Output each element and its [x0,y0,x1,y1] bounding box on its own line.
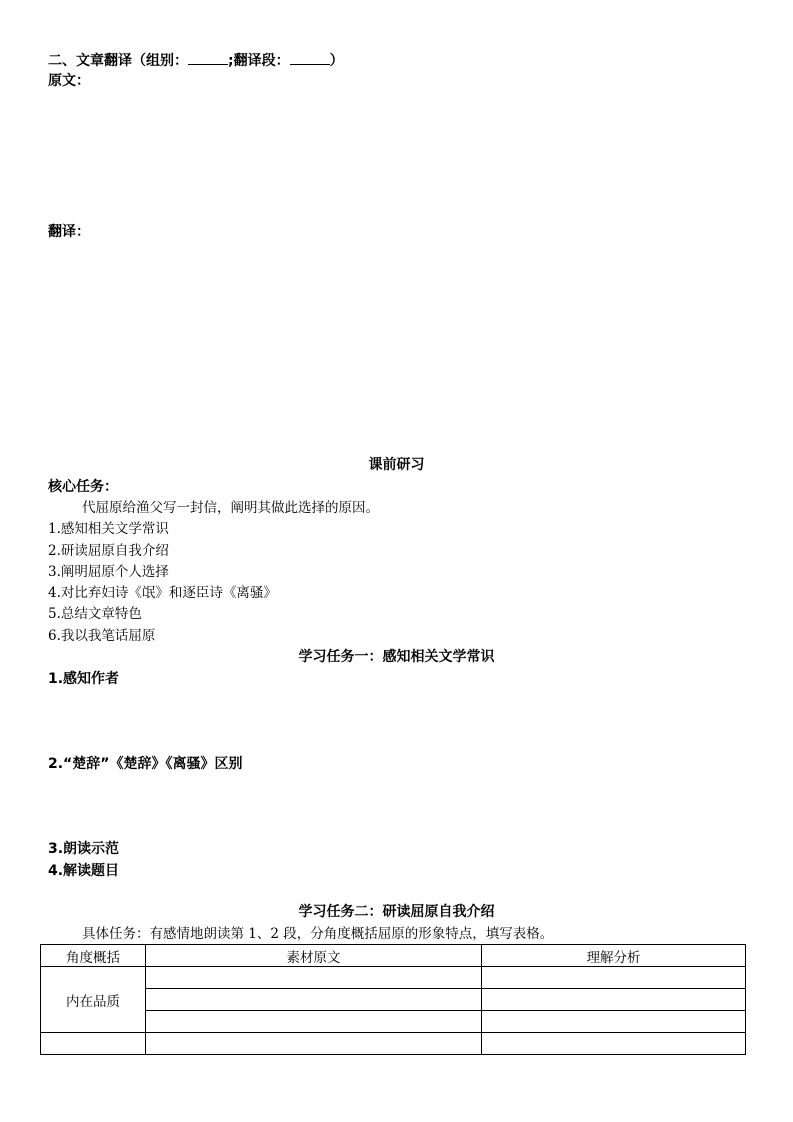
heading-mid: ;翻译段： [228,53,290,69]
task-list-item: 5.总结文章特色 [48,606,142,622]
task2-title: 学习任务二：研读屈原自我介绍 [298,904,495,920]
task-list-item: 2.研读屈原自我介绍 [48,543,169,559]
analysis-cell[interactable] [482,989,746,1011]
task1-item-author: 1.感知作者 [48,671,120,687]
row-label-inner-quality: 内在品质 [41,967,146,1033]
table-row [41,1033,746,1055]
analysis-cell[interactable] [482,967,746,989]
angle-cell[interactable] [41,1033,146,1055]
analysis-cell[interactable] [482,1033,746,1055]
source-text-cell[interactable] [146,967,482,989]
task1-item-reading: 3.朗读示范 [48,841,120,857]
task1-item-distinction: 2.“楚辞”《楚辞》《离骚》区别 [48,756,243,772]
core-task-text: 代屈原给渔父写一封信，阐明其做此选择的原因。 [82,500,379,516]
preclass-title: 课前研习 [368,457,425,473]
task-list-item: 1.感知相关文学常识 [48,521,169,537]
task1-title: 学习任务一：感知相关文学常识 [298,649,495,665]
heading-suffix: ） [329,53,344,69]
task-list-item: 6.我以我笔话屈原 [48,628,156,644]
group-blank[interactable] [188,52,228,65]
original-text-label: 原文： [48,73,90,89]
analysis-cell[interactable] [482,1011,746,1033]
header-angle: 角度概括 [41,945,146,967]
paragraph-blank[interactable] [290,52,330,65]
task-list-item: 3.阐明屈原个人选择 [48,564,169,580]
table-row [41,967,746,989]
source-text-cell[interactable] [146,1033,482,1055]
heading-prefix: 二、文章翻译（组别： [48,53,188,69]
header-source-text: 素材原文 [146,945,482,967]
header-analysis: 理解分析 [482,945,746,967]
task-list-item: 4.对比弃妇诗《氓》和逐臣诗《离骚》 [48,585,277,601]
core-task-label: 核心任务： [48,479,118,495]
table-header-row [41,945,746,967]
source-text-cell[interactable] [146,1011,482,1033]
task2-instruction: 具体任务：有感情地朗读第 1、2 段，分角度概括屈原的形象特点，填写表格。 [82,926,554,942]
table-row [41,1011,746,1033]
analysis-table [40,944,746,1055]
translation-heading [48,52,344,70]
task1-item-title-analysis: 4.解读题目 [48,863,120,879]
table-row [41,989,746,1011]
source-text-cell[interactable] [146,989,482,1011]
translation-label: 翻译： [48,224,90,240]
